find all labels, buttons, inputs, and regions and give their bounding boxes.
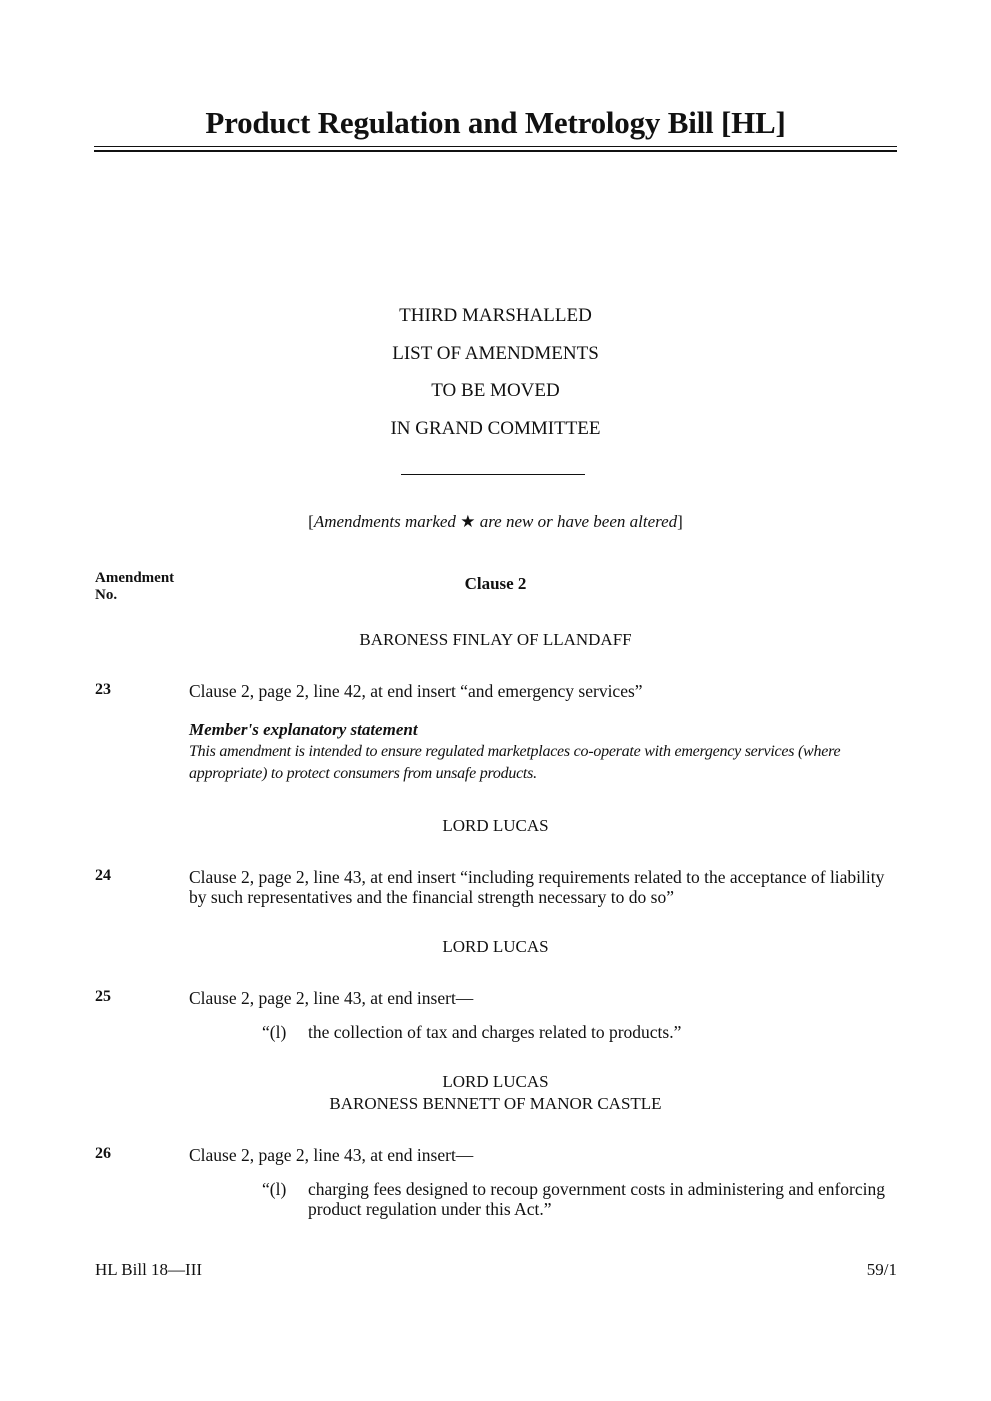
sponsor-name: LORD LUCAS <box>442 816 549 835</box>
heading-line: TO BE MOVED <box>431 380 560 401</box>
explanatory-statement-body: This amendment is intended to ensure regulated marketplaces co-operate with emergency services (where appropriate) to protect consumers from unsafe products. <box>189 743 841 782</box>
heading-line: THIRD MARSHALLED <box>399 305 592 326</box>
subparagraph-label: “(l) <box>262 1022 287 1042</box>
heading-line: IN GRAND COMMITTEE <box>390 417 601 439</box>
amendment-text: Clause 2, page 2, line 42, at end insert “and emergency services” <box>189 681 643 701</box>
note-text: Amendments marked <box>313 512 461 531</box>
heading-line: LIST OF AMENDMENTS <box>392 342 599 364</box>
amendment-number: 25 <box>95 988 111 1005</box>
title-rule-thin <box>94 146 897 147</box>
list-heading <box>0 303 991 453</box>
note-text: are new or have been altered <box>475 512 678 531</box>
amendment-number: 24 <box>95 867 111 884</box>
amendments-note <box>0 512 991 532</box>
heading-divider <box>401 474 585 475</box>
sponsor-name: BARONESS FINLAY OF LLANDAFF <box>359 630 632 649</box>
clause-heading: Clause 2 <box>464 574 527 593</box>
note-bracket-open: [ <box>308 512 314 531</box>
bill-title: Product Regulation and Metrology Bill [HL] <box>205 105 786 140</box>
label-line: Amendment <box>95 570 175 586</box>
subparagraph-text: charging fees designed to recoup government costs in administering and enforcing product regulation under this Act.” <box>308 1179 886 1219</box>
star-icon: ★ <box>460 512 476 531</box>
sponsor-name: LORD LUCAS <box>442 1072 549 1091</box>
subparagraph-label: “(l) <box>262 1179 287 1199</box>
label-line: No. <box>95 587 118 603</box>
amendment-text: Clause 2, page 2, line 43, at end insert “including requirements related to the acceptance of liability by such representatives and the financial strength necessary to do so” <box>189 867 885 907</box>
amendment-text: Clause 2, page 2, line 43, at end insert— <box>189 1145 474 1165</box>
amendment-text: Clause 2, page 2, line 43, at end insert— <box>189 988 474 1008</box>
sponsor-name: BARONESS BENNETT OF MANOR CASTLE <box>329 1094 662 1113</box>
amendment-number: 23 <box>95 681 111 698</box>
subparagraph-text: the collection of tax and charges related to products.” <box>308 1022 682 1042</box>
title-rule-thick <box>94 150 897 152</box>
sponsor-name: LORD LUCAS <box>442 937 549 956</box>
page-reference: 59/1 <box>866 1260 897 1279</box>
explanatory-statement-title: Member's explanatory statement <box>189 720 418 739</box>
amendment-number: 26 <box>95 1145 111 1162</box>
bill-reference: HL Bill 18—III <box>95 1260 203 1279</box>
note-bracket-close: ] <box>677 512 683 531</box>
